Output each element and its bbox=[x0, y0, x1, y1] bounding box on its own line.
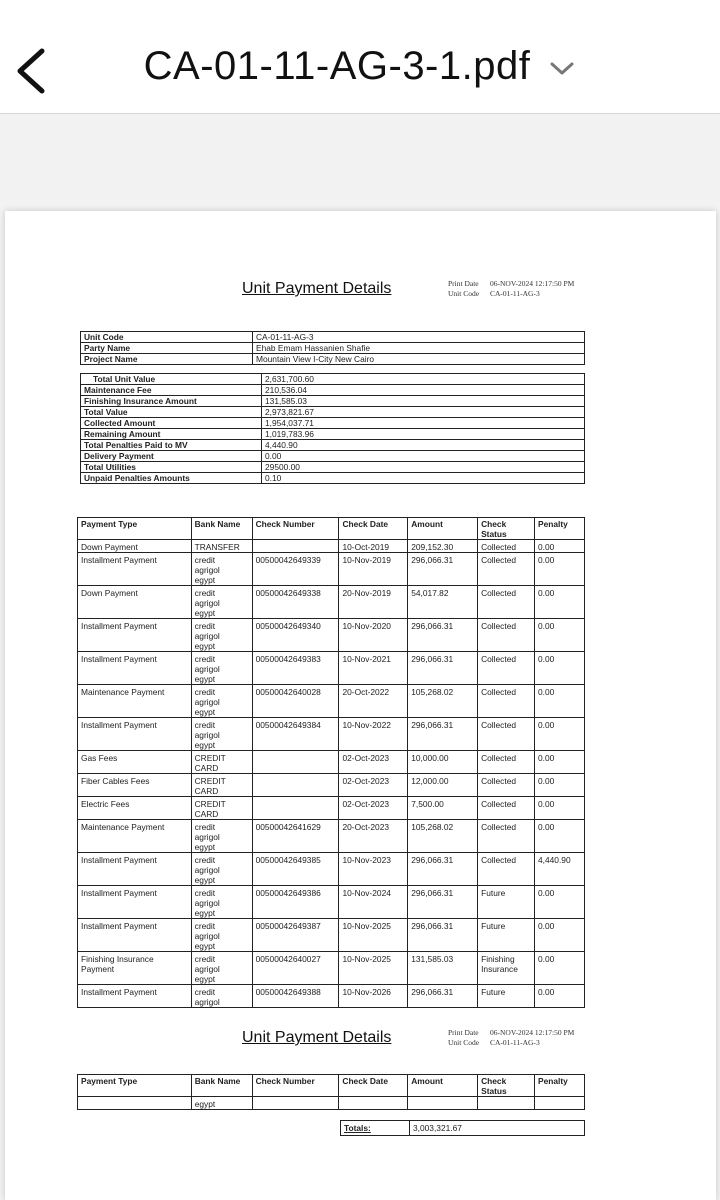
table-cell: Future bbox=[478, 886, 535, 919]
table-cell bbox=[252, 797, 339, 820]
table-row bbox=[78, 619, 585, 652]
table-cell: Collected bbox=[478, 797, 535, 820]
column-header: Amount bbox=[408, 1075, 478, 1097]
table-cell: 00500042649388 bbox=[252, 985, 339, 1008]
table-cell: 0.00 bbox=[535, 652, 585, 685]
table-cell: 0.00 bbox=[535, 774, 585, 797]
financial-row bbox=[81, 462, 585, 473]
table-cell: 296,066.31 bbox=[408, 985, 478, 1008]
table-cell: 296,066.31 bbox=[408, 619, 478, 652]
table-cell: 10-Oct-2019 bbox=[339, 540, 408, 553]
table-cell: 0.00 bbox=[535, 820, 585, 853]
table-cell: 10-Nov-2022 bbox=[339, 718, 408, 751]
table-cell: Gas Fees bbox=[78, 751, 192, 774]
table-cell: Finishing Insurance bbox=[478, 952, 535, 985]
financial-value: 1,954,037.71 bbox=[262, 418, 585, 429]
table-cell: CREDIT CARD bbox=[191, 751, 252, 774]
print-date: 06-NOV-2024 12:17:50 PM bbox=[490, 1028, 575, 1037]
financial-row bbox=[81, 396, 585, 407]
table-cell: Installment Payment bbox=[78, 553, 192, 586]
financial-value: 131,585.03 bbox=[262, 396, 585, 407]
financial-key: Remaining Amount bbox=[81, 429, 262, 440]
table-cell: credit agrigol egypt bbox=[191, 718, 252, 751]
financial-summary-table bbox=[80, 373, 585, 484]
table-cell: Maintenance Payment bbox=[78, 820, 192, 853]
info-key: Party Name bbox=[81, 343, 253, 354]
table-cell: Collected bbox=[478, 619, 535, 652]
table-cell: 20-Nov-2019 bbox=[339, 586, 408, 619]
table-cell: Down Payment bbox=[78, 586, 192, 619]
table-cell: 10-Nov-2026 bbox=[339, 985, 408, 1008]
table-cell: Collected bbox=[478, 751, 535, 774]
info-row bbox=[81, 343, 585, 354]
table-cell: credit agrigol egypt bbox=[191, 886, 252, 919]
table-row bbox=[78, 797, 585, 820]
unit-code-label: Unit Code bbox=[448, 289, 480, 298]
table-cell: 02-Oct-2023 bbox=[339, 774, 408, 797]
table-cell: 0.00 bbox=[535, 886, 585, 919]
table-cell: 0.00 bbox=[535, 685, 585, 718]
table-cell bbox=[78, 1097, 192, 1110]
table-cell: credit agrigol egypt bbox=[191, 619, 252, 652]
table-cell: 105,268.02 bbox=[408, 685, 478, 718]
table-cell: CREDIT CARD bbox=[191, 797, 252, 820]
financial-row bbox=[81, 407, 585, 418]
table-cell: 0.00 bbox=[535, 586, 585, 619]
table-row bbox=[78, 540, 585, 553]
table-cell: Future bbox=[478, 985, 535, 1008]
column-header: Bank Name bbox=[191, 518, 252, 540]
table-cell: 00500042649384 bbox=[252, 718, 339, 751]
table-cell: 0.00 bbox=[535, 985, 585, 1008]
table-cell: Installment Payment bbox=[78, 886, 192, 919]
financial-key: Collected Amount bbox=[81, 418, 262, 429]
table-cell bbox=[408, 1097, 478, 1110]
table-row bbox=[78, 919, 585, 952]
table-row bbox=[78, 1097, 585, 1110]
table-cell: 0.00 bbox=[535, 797, 585, 820]
table-cell: Collected bbox=[478, 540, 535, 553]
financial-value: 2,631,700.60 bbox=[262, 374, 585, 385]
table-cell: TRANSFER bbox=[191, 540, 252, 553]
table-cell: 00500042649387 bbox=[252, 919, 339, 952]
table-row bbox=[78, 820, 585, 853]
chevron-down-icon bbox=[548, 58, 576, 78]
table-cell: 296,066.31 bbox=[408, 886, 478, 919]
table-cell: 54,017.82 bbox=[408, 586, 478, 619]
table-cell: 0.00 bbox=[535, 919, 585, 952]
table-cell: 20-Oct-2022 bbox=[339, 685, 408, 718]
table-cell bbox=[478, 1097, 535, 1110]
table-cell: 10-Nov-2025 bbox=[339, 919, 408, 952]
table-cell: 296,066.31 bbox=[408, 919, 478, 952]
table-cell: 131,585.03 bbox=[408, 952, 478, 985]
file-name: CA-01-11-AG-3-1.pdf bbox=[143, 44, 531, 88]
table-cell bbox=[252, 1097, 339, 1110]
table-cell: 00500042649383 bbox=[252, 652, 339, 685]
table-cell: 00500042640028 bbox=[252, 685, 339, 718]
table-cell: 10-Nov-2019 bbox=[339, 553, 408, 586]
print-date-label: Print Date bbox=[448, 279, 479, 288]
info-key: Project Name bbox=[81, 354, 253, 365]
table-row bbox=[78, 553, 585, 586]
info-value: Ehab Emam Hassanien Shafie bbox=[253, 343, 585, 354]
table-cell: Collected bbox=[478, 820, 535, 853]
table-cell: CREDIT CARD bbox=[191, 774, 252, 797]
file-title-button[interactable] bbox=[0, 44, 720, 89]
print-meta bbox=[448, 279, 574, 299]
table-cell: 00500042649340 bbox=[252, 619, 339, 652]
info-value: Mountain View I-City New Cairo bbox=[253, 354, 585, 365]
info-row bbox=[81, 332, 585, 343]
top-bar bbox=[0, 0, 720, 114]
table-cell bbox=[252, 540, 339, 553]
column-header: Check Status bbox=[478, 518, 535, 540]
table-row bbox=[78, 886, 585, 919]
print-date: 06-NOV-2024 12:17:50 PM bbox=[490, 279, 575, 288]
table-cell: egypt bbox=[191, 1097, 252, 1110]
table-cell: Installment Payment bbox=[78, 652, 192, 685]
table-cell: 02-Oct-2023 bbox=[339, 751, 408, 774]
table-cell: 10-Nov-2024 bbox=[339, 886, 408, 919]
totals-label: Totals: bbox=[341, 1121, 410, 1136]
unit-code: CA-01-11-AG-3 bbox=[490, 289, 540, 298]
financial-key: Unpaid Penalties Amounts bbox=[81, 473, 262, 484]
table-cell: 10,000.00 bbox=[408, 751, 478, 774]
pdf-page bbox=[5, 211, 716, 1200]
column-header: Check Date bbox=[339, 518, 408, 540]
table-cell: Collected bbox=[478, 652, 535, 685]
financial-key: Total Penalties Paid to MV bbox=[81, 440, 262, 451]
info-key: Unit Code bbox=[81, 332, 253, 343]
payments-table-page2 bbox=[77, 1074, 585, 1110]
table-cell: 00500042649385 bbox=[252, 853, 339, 886]
financial-row bbox=[81, 429, 585, 440]
table-cell: Collected bbox=[478, 718, 535, 751]
table-cell: 296,066.31 bbox=[408, 553, 478, 586]
info-row bbox=[81, 354, 585, 365]
financial-key: Total Unit Value bbox=[81, 374, 262, 385]
table-cell: Installment Payment bbox=[78, 985, 192, 1008]
table-cell bbox=[339, 1097, 408, 1110]
column-header: Check Number bbox=[252, 518, 339, 540]
info-value: CA-01-11-AG-3 bbox=[253, 332, 585, 343]
table-row bbox=[78, 751, 585, 774]
table-row bbox=[78, 774, 585, 797]
table-cell: 7,500.00 bbox=[408, 797, 478, 820]
financial-row bbox=[81, 440, 585, 451]
table-cell: credit agrigol egypt bbox=[191, 820, 252, 853]
financial-key: Delivery Payment bbox=[81, 451, 262, 462]
financial-row bbox=[81, 374, 585, 385]
table-cell: credit agrigol egypt bbox=[191, 919, 252, 952]
table-cell: 0.00 bbox=[535, 619, 585, 652]
payments-table bbox=[77, 517, 585, 1008]
table-row bbox=[78, 685, 585, 718]
financial-value: 1,019,783.96 bbox=[262, 429, 585, 440]
unit-code-label: Unit Code bbox=[448, 1038, 480, 1047]
financial-key: Finishing Insurance Amount bbox=[81, 396, 262, 407]
table-row bbox=[78, 985, 585, 1008]
financial-value: 4,440.90 bbox=[262, 440, 585, 451]
table-cell: Installment Payment bbox=[78, 619, 192, 652]
table-cell: 0.00 bbox=[535, 751, 585, 774]
totals-table bbox=[340, 1120, 585, 1136]
table-cell: Collected bbox=[478, 853, 535, 886]
table-row bbox=[78, 853, 585, 886]
table-cell: 12,000.00 bbox=[408, 774, 478, 797]
financial-value: 210,536.04 bbox=[262, 385, 585, 396]
totals-value: 3,003,321.67 bbox=[410, 1121, 585, 1136]
table-row bbox=[78, 586, 585, 619]
table-cell: 105,268.02 bbox=[408, 820, 478, 853]
financial-key: Total Utilities bbox=[81, 462, 262, 473]
table-cell: Installment Payment bbox=[78, 718, 192, 751]
document-title-page2: Unit Payment Details bbox=[242, 1029, 392, 1046]
table-cell bbox=[252, 751, 339, 774]
financial-value: 0.10 bbox=[262, 473, 585, 484]
table-cell: Down Payment bbox=[78, 540, 192, 553]
financial-value: 2,973,821.67 bbox=[262, 407, 585, 418]
print-date-label: Print Date bbox=[448, 1028, 479, 1037]
table-cell: 20-Oct-2023 bbox=[339, 820, 408, 853]
table-cell: Collected bbox=[478, 586, 535, 619]
table-cell: 4,440.90 bbox=[535, 853, 585, 886]
table-cell: 0.00 bbox=[535, 718, 585, 751]
table-row bbox=[78, 952, 585, 985]
financial-value: 29500.00 bbox=[262, 462, 585, 473]
table-cell: Collected bbox=[478, 774, 535, 797]
table-cell: 00500042649339 bbox=[252, 553, 339, 586]
table-cell: credit agrigol egypt bbox=[191, 553, 252, 586]
table-cell: Collected bbox=[478, 685, 535, 718]
column-header: Amount bbox=[408, 518, 478, 540]
financial-row bbox=[81, 473, 585, 484]
table-cell: credit agrigol egypt bbox=[191, 853, 252, 886]
table-cell: Finishing Insurance Payment bbox=[78, 952, 192, 985]
column-header: Payment Type bbox=[78, 1075, 192, 1097]
column-header: Check Date bbox=[339, 1075, 408, 1097]
table-cell: 209,152.30 bbox=[408, 540, 478, 553]
table-cell: Fiber Cables Fees bbox=[78, 774, 192, 797]
table-cell: Electric Fees bbox=[78, 797, 192, 820]
table-cell: credit agrigol egypt bbox=[191, 952, 252, 985]
table-cell bbox=[535, 1097, 585, 1110]
table-cell: Installment Payment bbox=[78, 853, 192, 886]
table-row bbox=[78, 652, 585, 685]
table-cell: 296,066.31 bbox=[408, 718, 478, 751]
column-header: Payment Type bbox=[78, 518, 192, 540]
table-cell: Future bbox=[478, 919, 535, 952]
table-cell: 10-Nov-2021 bbox=[339, 652, 408, 685]
table-cell: 296,066.31 bbox=[408, 652, 478, 685]
table-cell: 02-Oct-2023 bbox=[339, 797, 408, 820]
document-title: Unit Payment Details bbox=[242, 280, 392, 297]
table-cell: 00500042641629 bbox=[252, 820, 339, 853]
table-cell: 0.00 bbox=[535, 553, 585, 586]
table-cell: credit agrigol egypt bbox=[191, 652, 252, 685]
financial-row bbox=[81, 385, 585, 396]
column-header: Check Status bbox=[478, 1075, 535, 1097]
table-cell: Collected bbox=[478, 553, 535, 586]
table-cell bbox=[252, 774, 339, 797]
table-cell: Maintenance Payment bbox=[78, 685, 192, 718]
column-header: Penalty bbox=[535, 518, 585, 540]
table-cell: 10-Nov-2020 bbox=[339, 619, 408, 652]
table-cell: 10-Nov-2025 bbox=[339, 952, 408, 985]
financial-key: Total Value bbox=[81, 407, 262, 418]
print-meta-page2 bbox=[448, 1028, 574, 1048]
table-cell: 00500042649386 bbox=[252, 886, 339, 919]
table-cell: 00500042640027 bbox=[252, 952, 339, 985]
financial-row bbox=[81, 451, 585, 462]
financial-key: Maintenance Fee bbox=[81, 385, 262, 396]
unit-code: CA-01-11-AG-3 bbox=[490, 1038, 540, 1047]
column-header: Penalty bbox=[535, 1075, 585, 1097]
table-row bbox=[78, 718, 585, 751]
financial-value: 0.00 bbox=[262, 451, 585, 462]
table-cell: credit agrigol bbox=[191, 985, 252, 1008]
column-header: Bank Name bbox=[191, 1075, 252, 1097]
table-cell: 0.00 bbox=[535, 952, 585, 985]
table-cell: 10-Nov-2023 bbox=[339, 853, 408, 886]
table-cell: 0.00 bbox=[535, 540, 585, 553]
table-cell: credit agrigol egypt bbox=[191, 586, 252, 619]
financial-row bbox=[81, 418, 585, 429]
table-cell: Installment Payment bbox=[78, 919, 192, 952]
table-cell: credit agrigol egypt bbox=[191, 685, 252, 718]
table-cell: 00500042649338 bbox=[252, 586, 339, 619]
unit-info-table bbox=[80, 331, 585, 365]
table-cell: 296,066.31 bbox=[408, 853, 478, 886]
column-header: Check Number bbox=[252, 1075, 339, 1097]
